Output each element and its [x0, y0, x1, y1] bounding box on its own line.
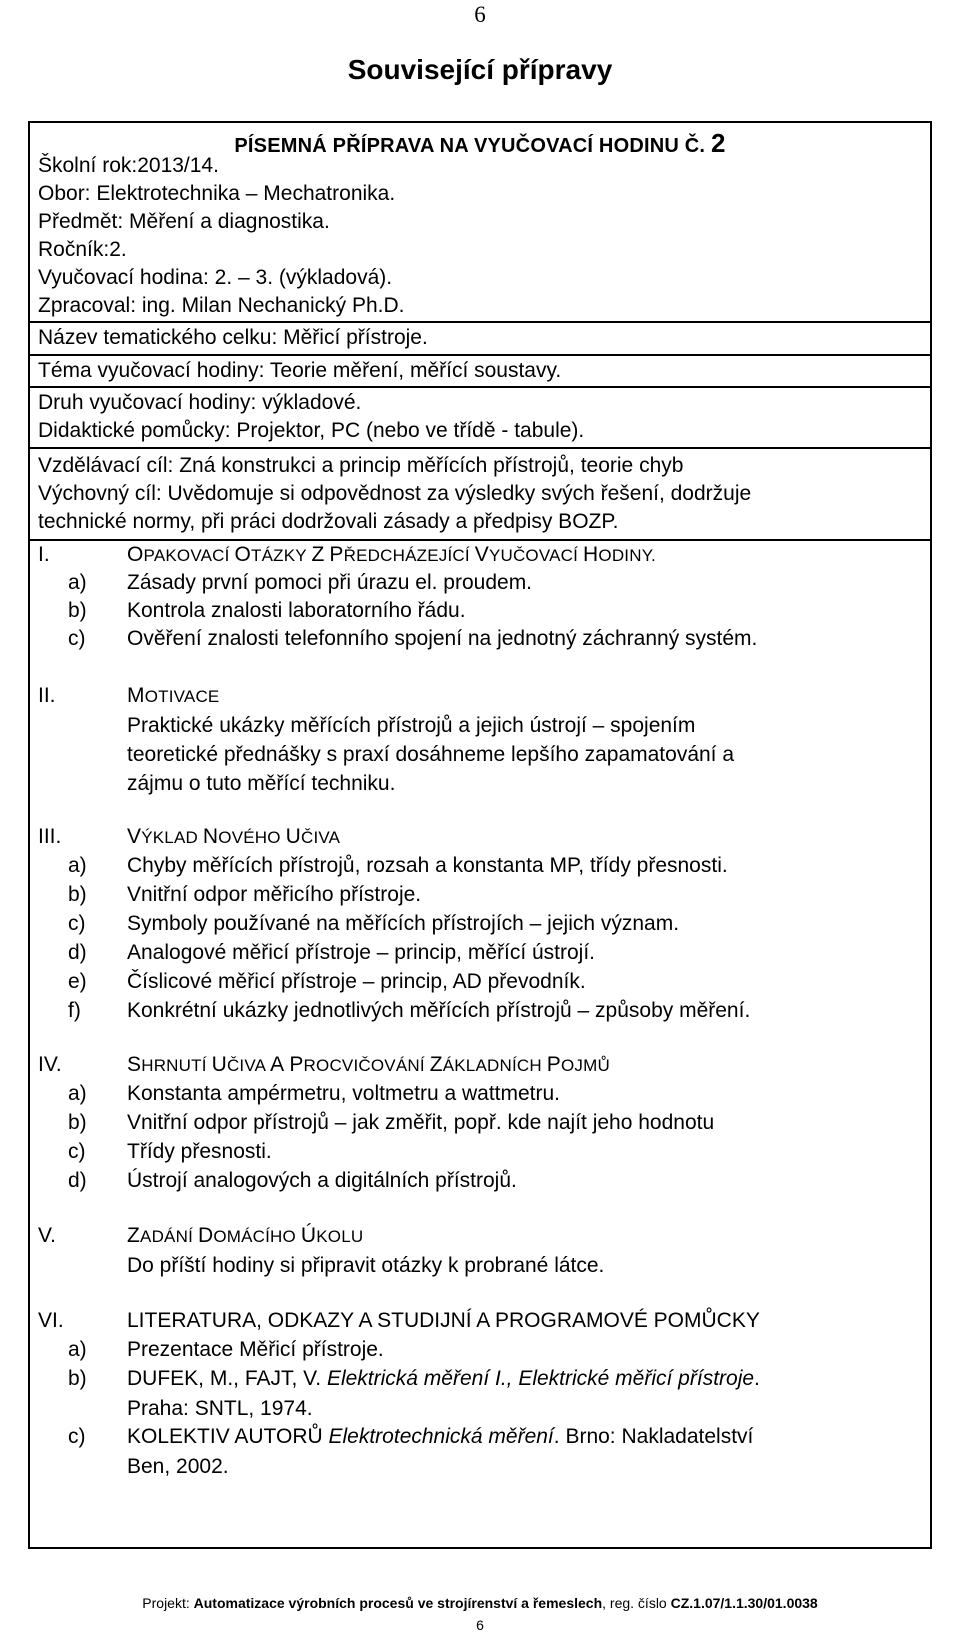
page-number-bottom: 6 [476, 1617, 484, 1633]
topic-line: Název tematického celku: Měřicí přístroje. [38, 326, 428, 349]
reference-title: Elektrická měření I., Elektrické měřicí přístroje [326, 1367, 755, 1390]
footer-middle: , reg. číslo [602, 1595, 671, 1611]
list-text: Vnitřní odpor měřicího přístroje. [127, 883, 422, 906]
lesson-plan-frame [28, 121, 932, 1549]
list-text: Symboly používané na měřících přístrojích – jejich význam. [127, 912, 680, 935]
info-field: Obor: Elektrotechnika – Mechatronika. [38, 182, 396, 205]
list-label: c) [68, 627, 86, 650]
list-label: b) [68, 1367, 87, 1390]
section-title: VÝKLAD NOVÉHO UČIVA [127, 825, 341, 848]
list-label: d) [68, 941, 87, 964]
list-label: c) [68, 912, 86, 935]
info-lesson: Vyučovací hodina: 2. – 3. (výkladová). [38, 266, 393, 289]
section-numeral: IV. [38, 1053, 62, 1076]
goal-upbringing-1: Výchovný cíl: Uvědomuje si odpovědnost za výsledky svých řešení, dodržuje [38, 482, 752, 505]
homework-text: Do příští hodiny si připravit otázky k probrané látce. [127, 1254, 605, 1277]
list-label: b) [68, 1111, 87, 1134]
section-numeral: VI. [38, 1309, 64, 1332]
section-title: OPAKOVACÍ OTÁZKY Z PŘEDCHÁZEJÍCÍ VYUČOVACÍ HODINY. [127, 543, 656, 566]
info-grade: Ročník:2. [38, 238, 127, 261]
list-text: Konkrétní ukázky jednotlivých měřících přístrojů – způsoby měření. [127, 999, 751, 1022]
footer [0, 1595, 960, 1611]
list-label: a) [68, 1082, 87, 1105]
list-label: b) [68, 599, 87, 622]
list-text: Kontrola znalosti laboratorního řádu. [127, 599, 466, 622]
page-number-top: 6 [474, 2, 486, 27]
plan-heading-text: PÍSEMNÁ PŘÍPRAVA NA VYUČOVACÍ HODINU Č. [234, 135, 706, 157]
section-numeral: II. [38, 684, 56, 707]
footer-project: Automatizace výrobních procesů ve strojírenství a řemeslech [193, 1595, 603, 1611]
lesson-topic-line: Téma vyučovací hodiny: Teorie měření, měřící soustavy. [38, 359, 562, 382]
list-label: f) [68, 999, 81, 1022]
list-label: a) [68, 1338, 87, 1361]
lesson-type-line: Druh vyučovací hodiny: výkladové. [38, 391, 362, 414]
section-numeral: V. [38, 1224, 56, 1247]
reference-after: . [754, 1367, 760, 1390]
section-title: LITERATURA, ODKAZY A STUDIJNÍ A PROGRAMOVÉ POMŮCKY [127, 1309, 760, 1332]
reference-after: . Brno: Nakladatelství [553, 1425, 754, 1448]
reference-text [127, 1423, 753, 1451]
goal-educational: Vzdělávací cíl: Zná konstrukci a princip měřících přístrojů, teorie chyb [38, 454, 684, 477]
footer-prefix: Projekt: [142, 1595, 194, 1611]
divider [30, 321, 930, 323]
list-label: a) [68, 854, 87, 877]
info-subject: Předmět: Měření a diagnostika. [38, 210, 330, 233]
reference-text [127, 1365, 760, 1393]
motivation-line-1: Praktické ukázky měřících přístrojů a jejich ústrojí – spojením [127, 714, 696, 737]
list-label: a) [68, 571, 87, 594]
goal-upbringing-2: technické normy, při práci dodržovali zásady a předpisy BOZP. [38, 510, 619, 533]
list-text: Prezentace Měřicí přístroje. [127, 1338, 384, 1361]
motivation-line-3: zájmu o tuto měřící techniku. [127, 772, 396, 795]
list-label: e) [68, 970, 87, 993]
footer-reg: CZ.1.07/1.1.30/01.0038 [670, 1595, 818, 1611]
info-author: Zpracoval: ing. Milan Nechanický Ph.D. [38, 294, 405, 317]
list-text: Třídy přesnosti. [127, 1140, 272, 1163]
divider [30, 447, 930, 449]
list-text: Ověření znalosti telefonního spojení na jednotný záchranný systém. [127, 627, 758, 650]
section-numeral: I. [38, 543, 50, 566]
reference-title: Elektrotechnická měření [328, 1425, 554, 1448]
list-text: Chyby měřících přístrojů, rozsah a konstanta MP, třídy přesnosti. [127, 854, 728, 877]
list-label: d) [68, 1169, 87, 1192]
reference-authors: KOLEKTIV AUTORŮ [127, 1425, 329, 1448]
list-label: c) [68, 1140, 86, 1163]
list-text: Konstanta ampérmetru, voltmetru a wattmetru. [127, 1082, 561, 1105]
section-title: MOTIVACE [127, 684, 220, 707]
aids-line: Didaktické pomůcky: Projektor, PC (nebo ve třídě - tabule). [38, 419, 585, 442]
section-title: ZADÁNÍ DOMÁCÍHO ÚKOLU [127, 1224, 364, 1247]
list-text: Číslicové měřicí přístroje – princip, AD převodník. [127, 970, 586, 993]
motivation-line-2: teoretické přednášky s praxí dosáhneme lepšího zapamatování a [127, 743, 735, 766]
section-title: SHRNUTÍ UČIVA A PROCVIČOVÁNÍ ZÁKLADNÍCH POJMŮ [127, 1053, 610, 1076]
divider [30, 386, 930, 388]
reference-continuation: Praha: SNTL, 1974. [127, 1397, 313, 1420]
list-text: Analogové měřicí přístroje – princip, měřící ústrojí. [127, 941, 596, 964]
list-text: Ústrojí analogových a digitálních přístrojů. [127, 1169, 517, 1192]
section-numeral: III. [38, 825, 62, 848]
plan-heading-number: 2 [710, 128, 726, 158]
reference-authors: DUFEK, M., FAJT, V. [127, 1367, 327, 1390]
list-label: b) [68, 883, 87, 906]
list-label: c) [68, 1425, 86, 1448]
reference-continuation: Ben, 2002. [127, 1455, 229, 1478]
info-school-year: Školní rok:2013/14. [38, 154, 219, 177]
page-title: Související přípravy [347, 54, 613, 85]
list-text: Zásady první pomoci při úrazu el. proudem. [127, 571, 533, 594]
divider [30, 354, 930, 356]
list-text: Vnitřní odpor přístrojů – jak změřit, popř. kde najít jeho hodnotu [127, 1111, 715, 1134]
